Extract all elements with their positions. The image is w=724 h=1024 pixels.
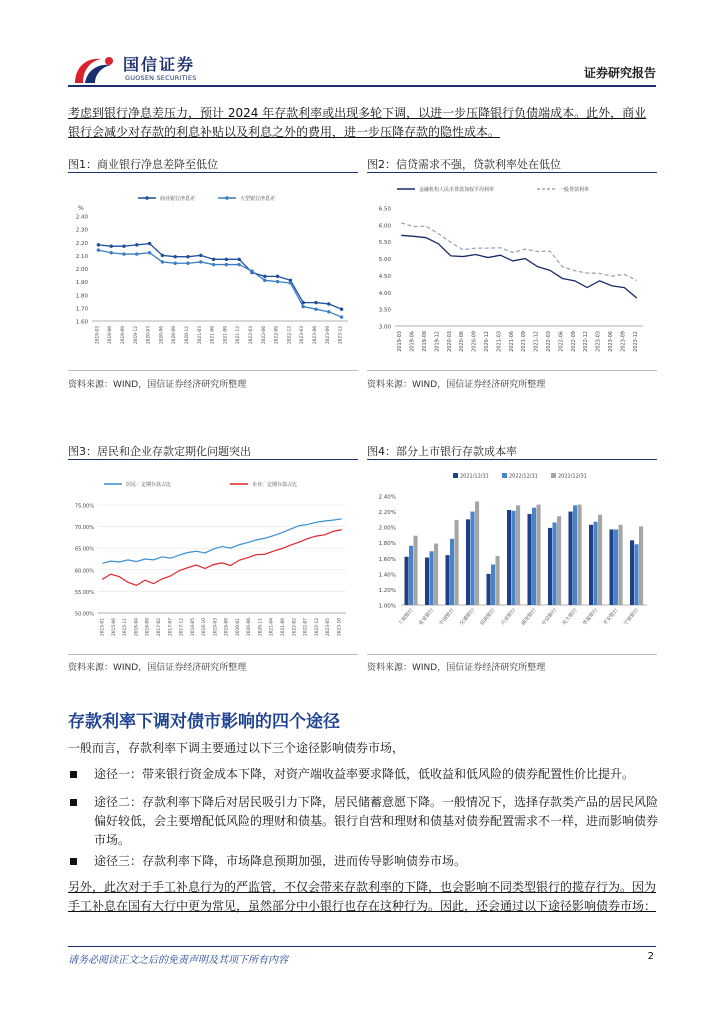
section-intro: 一般而言，存款利率下调主要通过以下三个途径影响债券市场，: [68, 741, 405, 755]
y-tick-label: 2.40: [75, 214, 88, 221]
figure-1-title: 图1：商业银行净息差降至低位: [68, 158, 218, 171]
x-tick-label: 2022-06: [261, 326, 267, 344]
bar-3: [639, 526, 643, 605]
x-tick-label: 2021-03: [496, 331, 503, 352]
x-tick-label: 2021-09: [521, 331, 528, 352]
bar-2: [429, 551, 433, 605]
bar-3: [475, 501, 479, 605]
x-tick-label: 农业银行: [417, 607, 436, 627]
x-tick-label: 2022-12: [314, 618, 320, 636]
bar-2: [470, 512, 474, 605]
x-tick-label: 浦发银行: [520, 607, 538, 627]
x-tick-label: 2020-12: [484, 331, 490, 352]
series-line-1: [401, 235, 637, 298]
series-line-2: [102, 530, 341, 586]
y-tick-label: 6.50: [378, 206, 391, 213]
x-tick-label: 工商银行: [397, 607, 415, 627]
bullet-text: 途径一：带来银行资金成本下降，对资产端收益率要求降低，低收益和低风险的债券配置性价比提升。: [94, 767, 635, 781]
data-point: [148, 251, 151, 254]
figure-2-rule: [367, 172, 657, 173]
header-divider: [68, 85, 656, 87]
figure-1-chart: [68, 176, 358, 366]
bar-1: [445, 555, 449, 605]
x-tick-label: 2021-03: [197, 326, 203, 344]
data-point: [186, 255, 189, 258]
bullet-text: 途径三：存款利率下降，市场降息预期加强，进而传导影响债券市场。: [94, 854, 467, 868]
data-point: [314, 301, 317, 304]
x-tick-label: 招商银行: [479, 607, 497, 627]
y-tick-label: 6.00: [378, 223, 391, 230]
y-tick-label: 1.40%: [378, 572, 396, 579]
y-tick-label: 1.80%: [378, 541, 396, 548]
x-tick-label: 2019-09: [121, 326, 126, 344]
x-tick-label: 兴业银行: [499, 607, 518, 627]
intro-paragraph: 考虑到银行净息差压力，预计 2024 年存款利率或出现多轮下调，以进一步压降银行负债端成本。此外，商业银行会减少对存款的利息补贴以及利息之外的费用，进一步压降存款的隐性成本。: [68, 106, 647, 139]
bar-1: [609, 529, 613, 605]
x-tick-label: 2020-06: [247, 618, 253, 636]
x-tick-label: 2019-03: [213, 618, 219, 636]
x-tick-label: 2019-03: [95, 326, 101, 344]
data-point: [122, 252, 125, 255]
y-tick-label: 1.60%: [378, 556, 396, 563]
y-tick-label: 1.70: [75, 306, 88, 313]
section-title: 存款利率下调对债市影响的四个途径: [68, 712, 340, 732]
legend-swatch: [551, 473, 556, 478]
bar-3: [557, 516, 561, 605]
x-tick-label: 光大银行: [561, 607, 579, 627]
legend-marker: [225, 196, 229, 200]
figure-4-rule: [367, 459, 657, 460]
bar-1: [466, 519, 470, 605]
x-tick-label: 2020-06: [459, 331, 466, 352]
x-tick-label: 2023-12: [632, 331, 639, 352]
data-point: [212, 258, 215, 261]
figure-3-rule: [68, 459, 358, 460]
legend-label: 企业：定期存款占比: [252, 482, 298, 488]
y-tick-label: 2.00%: [378, 525, 396, 532]
x-tick-label: 2019-06: [409, 331, 416, 352]
series-line-2: [98, 250, 341, 317]
y-tick-label: 60.00%: [74, 568, 94, 575]
y-tick-label: 2.10: [75, 253, 88, 260]
series-line-1: [98, 244, 341, 310]
figure-3-bottom-rule: [68, 654, 358, 655]
x-tick-label: 2022-12: [287, 326, 293, 344]
data-point: [263, 279, 266, 282]
data-point: [289, 281, 292, 284]
x-tick-label: 2020-09: [471, 331, 478, 352]
x-tick-label: 2019-12: [133, 326, 139, 344]
bar-3: [537, 505, 541, 605]
x-tick-label: 2021-12: [533, 331, 540, 352]
x-tick-label: 2017-07: [168, 618, 174, 636]
figure-3-title: 图3：居民和企业存款定期化问题突出: [68, 445, 251, 458]
x-tick-label: 2019-09: [422, 331, 428, 352]
x-tick-label: 2022-12: [583, 331, 590, 352]
data-point: [212, 263, 215, 266]
legend-label: 金融机构人民币贷款加权平均利率: [419, 187, 495, 193]
x-tick-label: 2018-10: [202, 618, 208, 636]
data-point: [110, 251, 113, 254]
x-tick-label: 2023-06: [313, 326, 318, 344]
bar-1: [404, 557, 408, 605]
y-tick-label: 1.90: [75, 280, 88, 287]
x-tick-label: 2021-12: [236, 326, 242, 344]
bar-2: [511, 511, 515, 605]
data-point: [199, 254, 202, 257]
y-tick-label: 4.50: [378, 273, 391, 280]
bar-2: [593, 522, 597, 605]
data-point: [314, 307, 317, 310]
data-point: [199, 260, 202, 263]
figure-4-bottom-rule: [367, 654, 657, 655]
data-point: [250, 269, 253, 272]
bar-2: [614, 529, 618, 605]
bar-3: [434, 543, 438, 605]
y-tick-label: 2.20%: [378, 510, 396, 517]
bar-1: [630, 540, 634, 605]
x-tick-label: 2015-06: [111, 618, 117, 636]
y-tick-label: 5.00: [378, 257, 391, 264]
x-tick-label: 2020-01: [235, 618, 241, 636]
data-point: [174, 255, 177, 258]
x-tick-label: 2023-05: [326, 618, 332, 636]
figure-3-chart: [68, 463, 358, 648]
legend-label: 一般贷款利率: [559, 187, 590, 193]
footer-divider: [68, 946, 656, 947]
y-tick-label: 70.00%: [74, 525, 94, 532]
data-point: [135, 252, 138, 255]
bar-1: [527, 514, 531, 605]
x-tick-label: 2022-09: [274, 326, 280, 344]
figure-2-source: 资料来源：WIND，国信证券经济研究所整理: [367, 380, 546, 390]
x-tick-label: 2022-09: [570, 331, 577, 352]
x-tick-label: 2017-12: [179, 618, 185, 636]
x-tick-label: 2020-09: [172, 326, 178, 344]
y-tick-label: 2.30: [75, 227, 88, 234]
data-point: [340, 315, 343, 318]
x-tick-label: 2021-06: [508, 331, 515, 352]
legend-label: 商业银行净息差: [160, 196, 196, 202]
x-tick-label: 华夏银行: [581, 607, 600, 627]
x-tick-label: 2020-03: [146, 326, 152, 344]
x-tick-label: 2020-06: [159, 326, 165, 344]
x-tick-label: 2023-09: [620, 331, 627, 352]
figure-2-title: 图2：信贷需求不强，贷款利率处在低位: [367, 158, 561, 171]
footer-disclaimer: 请务必阅读正文之后的免责声明及其项下所有内容: [68, 955, 288, 966]
y-tick-label: 1.00%: [378, 603, 396, 610]
y-tick-label: 55.00%: [74, 589, 94, 596]
y-tick-label: 2.00: [75, 267, 88, 273]
bar-2: [491, 565, 495, 605]
bar-2: [634, 544, 638, 605]
x-tick-label: 2021-06: [210, 326, 216, 344]
data-point: [122, 244, 125, 247]
bar-3: [516, 505, 520, 605]
data-point: [161, 254, 164, 257]
y-tick-label: 5.50: [378, 240, 391, 247]
data-point: [161, 260, 164, 263]
figure-1-rule: [68, 172, 358, 173]
bar-1: [507, 510, 511, 605]
bullet-square-icon: [70, 799, 77, 806]
bar-3: [619, 525, 623, 605]
x-tick-label: 2015-01: [100, 618, 106, 636]
bar-2: [532, 508, 536, 605]
x-tick-label: 宁波银行: [622, 607, 641, 627]
bar-1: [486, 574, 490, 605]
data-point: [276, 280, 279, 283]
data-point: [340, 307, 343, 310]
x-tick-label: 2021-09: [281, 618, 286, 636]
bar-1: [425, 558, 429, 605]
data-point: [263, 275, 266, 278]
bullet-text: 途径二：存款利率下降后对居民吸引力下降，居民储蓄意愿下降。一般情况下，选择存款类产品的居民风险偏好较低，会主要增配低风险的理财和债基。银行自营和理财和债基对债券配置需求不一样，进而影响债券市场。: [94, 795, 659, 847]
legend-label: 大型银行净息差: [240, 196, 276, 202]
y-tick-label: 50.00%: [74, 611, 94, 618]
figure-3-source: 资料来源：WIND，国信证券经济研究所整理: [68, 663, 247, 673]
figure-2-bottom-rule: [367, 370, 657, 371]
legend-label: 2021/12/31: [460, 473, 489, 480]
x-tick-label: 2018-05: [190, 618, 196, 636]
x-tick-label: 2023-10: [337, 618, 343, 636]
x-tick-label: 2023-09: [325, 326, 331, 344]
bullet-square-icon: [70, 771, 77, 778]
data-point: [174, 262, 177, 265]
company-logo: [71, 50, 211, 90]
x-tick-label: 2016-09: [145, 618, 151, 636]
figure-4-source: 资料来源：WIND，国信证券经济研究所整理: [367, 663, 546, 673]
bar-3: [578, 505, 582, 605]
x-tick-label: 2023-03: [300, 326, 306, 344]
legend-swatch: [453, 473, 458, 478]
bar-3: [496, 556, 500, 605]
bar-3: [414, 536, 418, 605]
x-tick-label: 2022-02: [292, 618, 298, 636]
logo-english-name: GUOSEN SECURITIES: [125, 74, 197, 82]
x-tick-label: 2023-12: [338, 326, 344, 344]
x-tick-label: 平安银行: [602, 607, 620, 627]
data-point: [276, 275, 279, 278]
bar-3: [455, 520, 459, 605]
y-tick-label: 1.20%: [378, 587, 396, 594]
data-point: [225, 258, 228, 261]
x-tick-label: 2022-03: [546, 331, 552, 352]
x-tick-label: 2017-02: [157, 618, 162, 636]
y-tick-label: 2.40%: [378, 494, 396, 501]
y-tick-label: 4.00: [378, 290, 391, 297]
data-point: [135, 243, 138, 246]
figure-4-chart: [367, 463, 657, 648]
data-point: [302, 305, 305, 308]
y-tick-label: 2.20: [75, 240, 88, 247]
bar-1: [589, 525, 593, 605]
figure-4-title: 图4：部分上市银行存款成本率: [367, 445, 517, 458]
x-tick-label: 2020-03: [446, 331, 453, 352]
y-tick-label: 3.50: [378, 307, 391, 314]
guosen-logo-icon: [71, 53, 119, 87]
bar-2: [552, 522, 556, 605]
x-tick-label: 2021-09: [223, 326, 229, 344]
figure-1-bottom-rule: [68, 370, 358, 371]
y-tick-label: 1.60: [75, 319, 88, 326]
bar-2: [573, 505, 577, 605]
x-tick-label: 2022-03: [249, 326, 254, 344]
logo-chinese-name: 国信证券: [123, 55, 196, 74]
x-tick-label: 2019-08: [224, 618, 230, 636]
page-number: 2: [647, 951, 654, 962]
data-point: [238, 263, 241, 266]
figure-1-source: 资料来源：WIND，国信证券经济研究所整理: [68, 380, 247, 390]
data-point: [97, 248, 100, 251]
x-tick-label: 交通银行: [458, 607, 477, 627]
y-tick-label: 75.00%: [74, 503, 94, 510]
x-tick-label: 中信银行: [540, 607, 559, 627]
data-point: [186, 262, 189, 265]
x-tick-label: 2020-11: [258, 618, 264, 636]
x-tick-label: 2015-11: [123, 618, 129, 636]
y-tick-label: 1.80: [75, 293, 88, 300]
data-point: [327, 310, 330, 313]
bullet-square-icon: [70, 858, 77, 865]
x-tick-label: 中国银行: [438, 607, 456, 627]
x-tick-label: 2022-06: [558, 331, 565, 352]
bar-3: [598, 515, 602, 605]
legend-swatch: [502, 473, 507, 478]
y-tick-label: 3.00: [378, 324, 391, 331]
legend-marker: [145, 196, 149, 200]
report-type: 证券研究报告: [583, 66, 656, 80]
bar-1: [568, 512, 572, 605]
data-point: [225, 263, 228, 266]
x-tick-label: 2023-06: [608, 331, 614, 352]
data-point: [238, 258, 241, 261]
bar-1: [548, 528, 552, 605]
legend-label: 2022/12/31: [558, 473, 587, 480]
bar-2: [409, 546, 413, 605]
x-tick-label: 2019-03: [397, 331, 404, 352]
data-point: [148, 242, 151, 245]
figure-2-chart: [367, 176, 657, 366]
data-point: [97, 243, 100, 246]
legend-label: 居民：定期存款占比: [126, 482, 172, 488]
x-tick-label: 2019-12: [434, 331, 441, 352]
data-point: [110, 244, 113, 247]
y-axis-label: %: [78, 205, 84, 212]
bar-2: [450, 539, 454, 605]
legend-label: 2022/12/31: [509, 473, 538, 480]
x-tick-label: 2019-06: [108, 326, 114, 344]
x-tick-label: 2023-03: [595, 331, 602, 352]
x-tick-label: 2022-07: [303, 618, 309, 636]
y-tick-label: 65.00%: [74, 546, 94, 553]
series-line-2: [401, 223, 637, 281]
x-tick-label: 2016-04: [134, 618, 140, 636]
x-tick-label: 2020-12: [185, 326, 190, 344]
x-tick-label: 2021-04: [269, 618, 275, 636]
closing-paragraph: 另外，此次对于手工补息行为的严监管，不仅会带来存款利率的下降，也会影响不同类型银行的揽存行为。因为手工补息在国有大行中更为常见，虽然部分中小银行也存在这种行为。因此，还会通过以下途径影响债券市场：: [68, 880, 657, 913]
data-point: [327, 302, 330, 305]
series-line-1: [102, 519, 341, 563]
